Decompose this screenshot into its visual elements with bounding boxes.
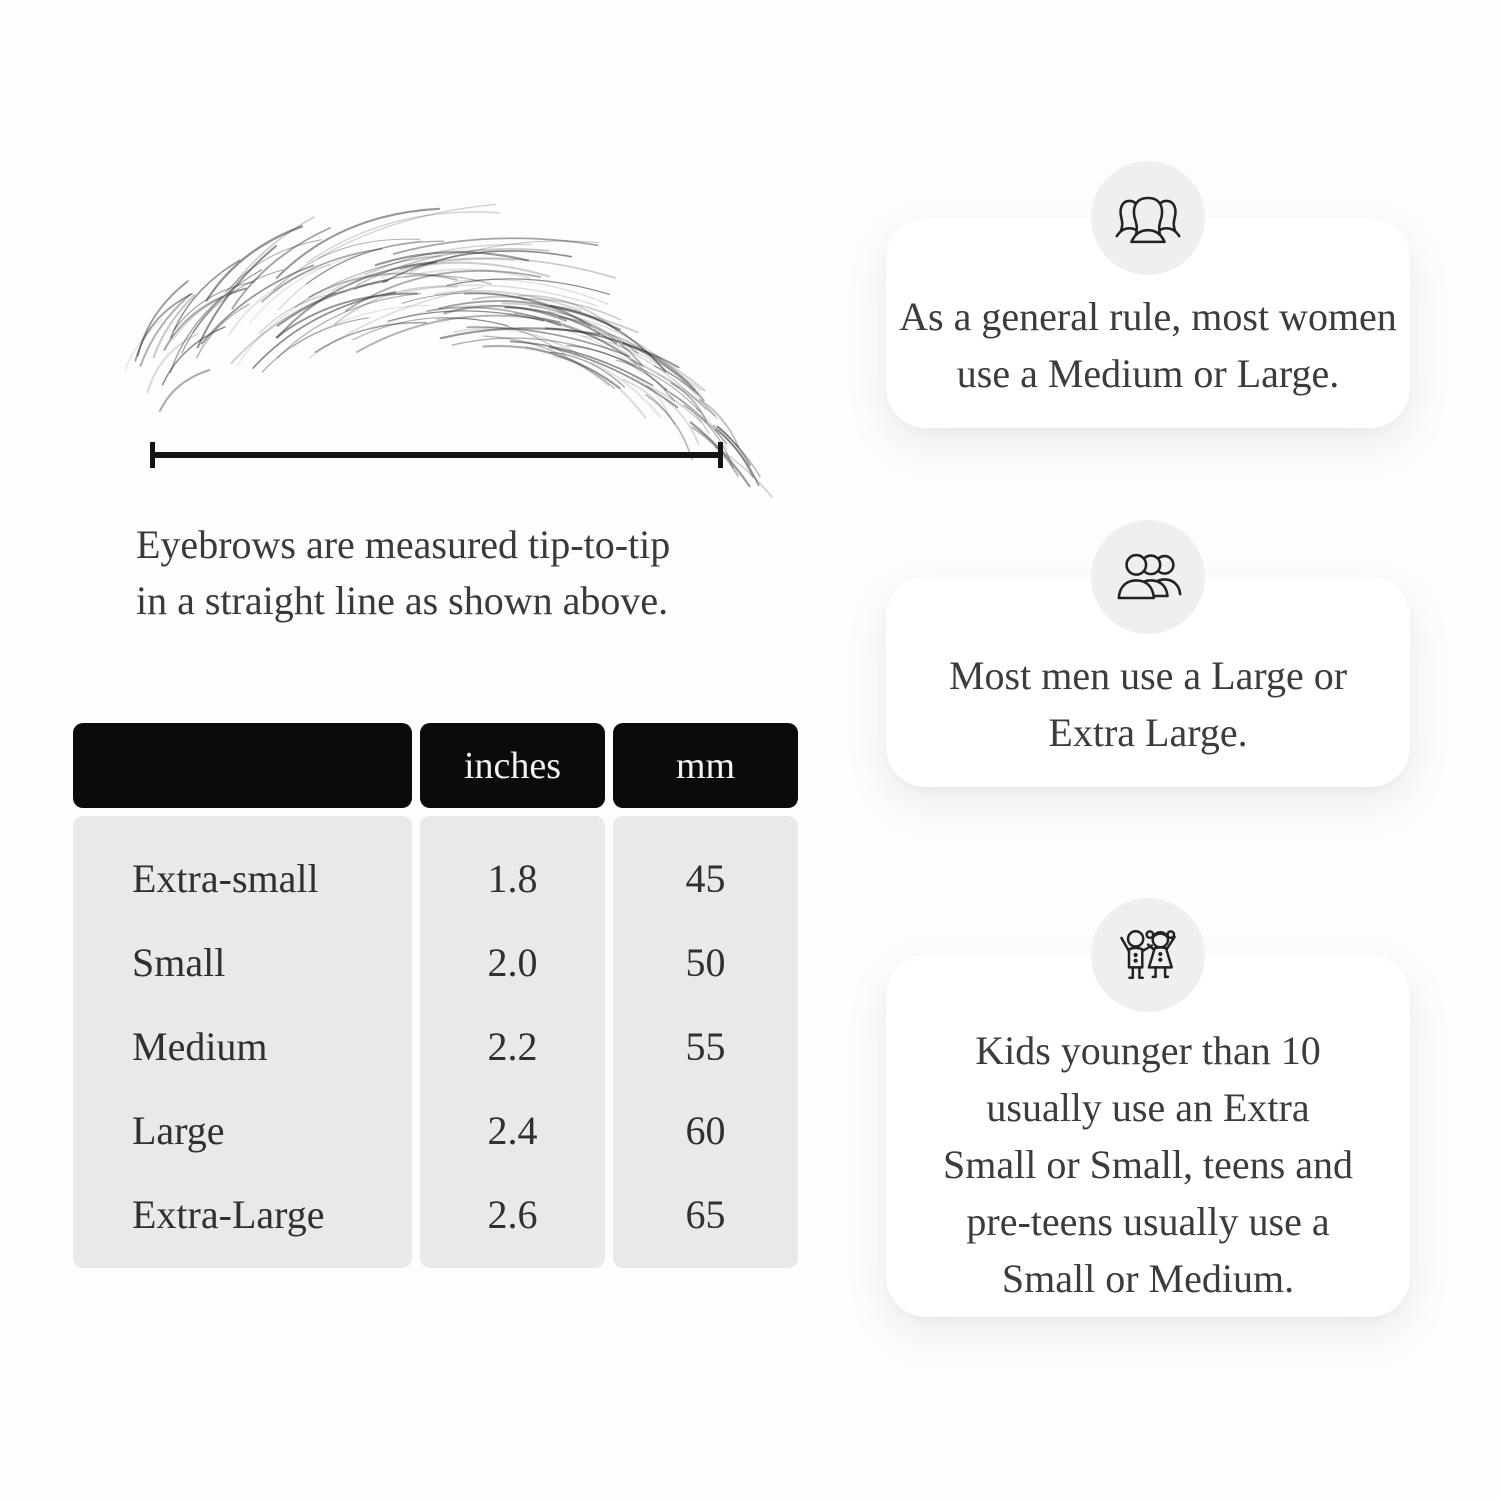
eyebrow-illustration	[110, 233, 770, 453]
table-cell-mm: 60	[685, 1107, 726, 1153]
card-text-line: As a general rule, most women	[899, 294, 1397, 339]
card-text-line: Small or Small, teens and	[943, 1141, 1353, 1187]
info-card-women	[886, 218, 1410, 428]
header-cell-mm: mm	[613, 723, 798, 808]
card-text-line: Kids younger than 10	[975, 1027, 1321, 1073]
table-cell-mm: 55	[685, 1023, 726, 1069]
card-text-line: use a Medium or Large.	[956, 351, 1340, 396]
table-cell-inches: 1.8	[487, 855, 538, 901]
measurement-line	[150, 442, 723, 468]
card-text-line: Extra Large.	[1048, 710, 1248, 755]
card-text-line: usually use an Extra	[986, 1084, 1310, 1130]
icon-circle	[1091, 161, 1205, 275]
card-text-line: Small or Medium.	[1001, 1255, 1295, 1301]
table-cell-mm: 50	[685, 939, 726, 985]
size-table-body	[73, 816, 798, 1268]
table-row-label: Small	[132, 939, 226, 985]
measurement-bar	[150, 452, 723, 458]
table-row-label: Extra-small	[132, 855, 319, 901]
table-row-label: Large	[132, 1107, 225, 1153]
women-group-icon	[1109, 190, 1187, 247]
table-cell-inches: 2.6	[487, 1191, 538, 1237]
inches-column	[420, 816, 605, 1268]
info-card-kids	[886, 955, 1410, 1317]
table-row-label: Medium	[132, 1023, 268, 1069]
icon-circle	[1091, 898, 1205, 1012]
figure-caption-line1: Eyebrows are measured tip-to-tip	[136, 522, 671, 567]
info-card-men	[886, 577, 1410, 787]
size-table-header	[73, 723, 798, 808]
measurement-end-tick-right	[718, 442, 723, 468]
icon-circle	[1091, 520, 1205, 634]
size-label-column	[73, 816, 412, 1268]
figure-caption	[136, 517, 776, 629]
table-cell-mm: 65	[685, 1191, 726, 1237]
card-text-line: pre-teens usually use a	[966, 1198, 1330, 1244]
header-cell-inches: inches	[420, 723, 605, 808]
kids-icon	[1110, 925, 1186, 985]
mm-column	[613, 816, 798, 1268]
header-cell-size	[73, 723, 412, 808]
table-cell-mm: 45	[685, 855, 726, 901]
size-table	[73, 723, 798, 1268]
table-cell-inches: 2.0	[487, 939, 538, 985]
men-group-icon	[1109, 549, 1187, 606]
table-cell-inches: 2.2	[487, 1023, 538, 1069]
card-text-line: Most men use a Large or	[948, 653, 1348, 698]
figure-caption-line2: in a straight line as shown above.	[136, 578, 669, 623]
table-row-label: Extra-Large	[132, 1191, 325, 1237]
table-cell-inches: 2.4	[487, 1107, 538, 1153]
